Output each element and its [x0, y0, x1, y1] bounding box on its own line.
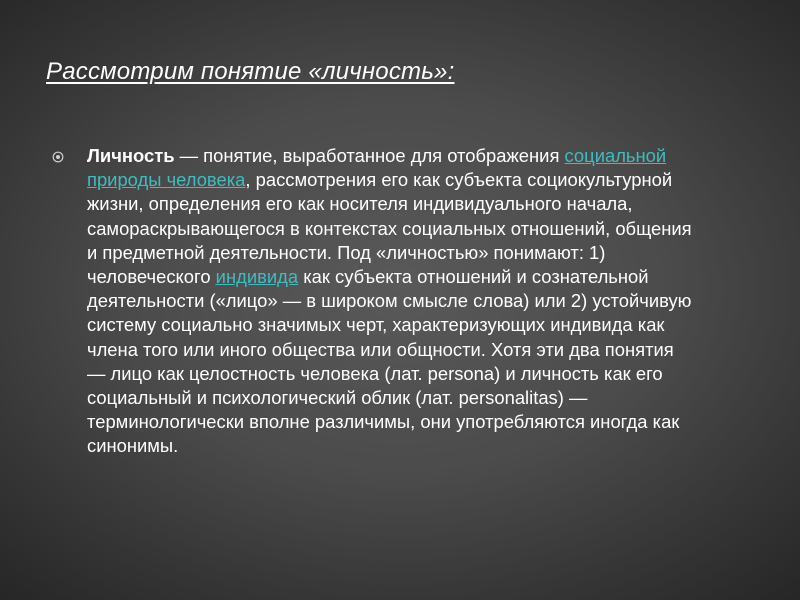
term-lichnost: Личность: [87, 145, 175, 166]
paragraph-text-1: — понятие, выработанное для отображения: [174, 145, 565, 166]
slide-title: Рассмотрим понятие «личность»:: [46, 58, 455, 85]
paragraph-text-3: как субъекта отношений и сознательной деятельности («лицо» — в широком смысле слова) или 2) устойчивую систему социально значимых черт, характеризующих индивида как члена того или иного общества или общности. Хотя эти два понятия — лицо как целостность человека (лат. persona) и личность как его социальный и психологический облик (лат. personalitas) — терминологически вполне различимы, они употребляются иногда как синонимы.: [87, 266, 692, 457]
circle-dot-bullet-icon: [52, 151, 64, 163]
paragraph-text-2: , рассмотрения его как субъекта социокультурной жизни, определения его как носителя индивидуального начала, самораскрывающегося в контекстах социальных отношений, общения и предметной деятельности. Под «личностью» понимают: 1) человеческого: [87, 169, 692, 288]
definition-paragraph: [87, 144, 697, 459]
link-individual[interactable]: индивида: [215, 266, 299, 288]
link-social-nature[interactable]: социальной природы человека: [87, 145, 667, 191]
